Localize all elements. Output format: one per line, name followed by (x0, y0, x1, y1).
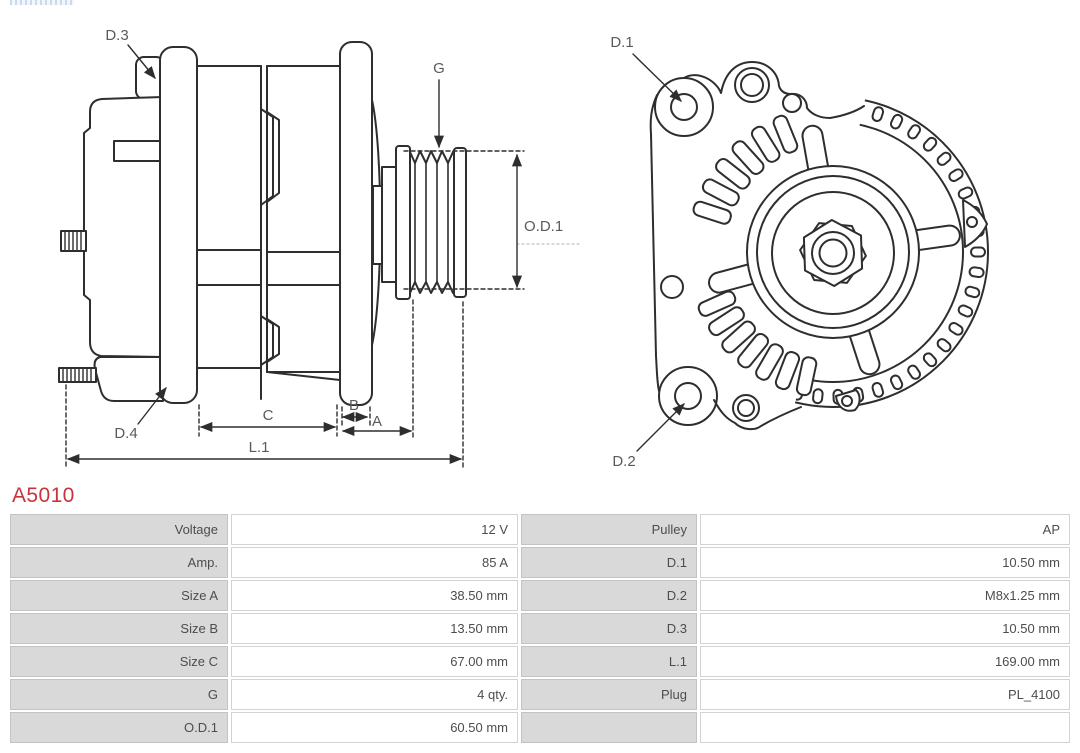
table-row (10, 679, 1070, 710)
front-bracket (160, 47, 197, 403)
table-row (10, 580, 1070, 611)
plate-left-edge (651, 95, 659, 391)
alternator-side-view (59, 27, 582, 467)
pulley-rib-lines (415, 163, 448, 282)
spec-value (700, 712, 1070, 743)
spec-table (10, 514, 1070, 743)
drive-end-bracket (340, 42, 372, 405)
callout-label-d4: D.4 (114, 425, 138, 442)
body-upper-right (267, 66, 340, 252)
spec-label: D.1 (521, 547, 697, 578)
table-row (10, 613, 1070, 644)
spec-label: Pulley (521, 514, 697, 545)
spec-label: G (10, 679, 228, 710)
spec-label: Size A (10, 580, 228, 611)
spec-value: 13.50 mm (231, 613, 518, 644)
spec-label: Plug (521, 679, 697, 710)
dim-label-a: A (371, 413, 383, 430)
pulley-groove-top (410, 151, 453, 163)
spec-label: Voltage (10, 514, 228, 545)
callout-label-g: G (433, 60, 445, 77)
mount-hole-d1 (671, 94, 697, 120)
callout-label-d1: D.1 (610, 34, 634, 51)
spec-value: 169.00 mm (700, 646, 1070, 677)
callout-label-d2: D.2 (612, 453, 636, 470)
spec-label: D.3 (521, 613, 697, 644)
table-row (10, 646, 1070, 677)
body-lower-right (267, 285, 340, 372)
plate-small-hole (661, 276, 683, 298)
callout-label-d3: D.3 (105, 27, 129, 44)
shaft-collar (373, 186, 382, 264)
spec-value: 10.50 mm (700, 547, 1070, 578)
part-number: A5010 (12, 484, 75, 507)
spec-value: PL_4100 (700, 679, 1070, 710)
shaft-end (820, 240, 847, 267)
dim-label-c: C (262, 407, 274, 424)
table-row (10, 547, 1070, 578)
body-lower-left (197, 285, 261, 368)
dim-label-l1: L.1 (248, 439, 270, 456)
spec-value: 67.00 mm (231, 646, 518, 677)
spec-value: M8x1.25 mm (700, 580, 1070, 611)
spec-value: 4 qty. (231, 679, 518, 710)
spec-label: D.2 (521, 580, 697, 611)
spec-label: Amp. (10, 547, 228, 578)
cropped-logo-fragment (10, 0, 74, 5)
top-ring-inner (741, 74, 763, 96)
table-row (10, 514, 1070, 545)
spec-value: 38.50 mm (231, 580, 518, 611)
pulley-right-flange (454, 148, 466, 297)
spec-label (521, 712, 697, 743)
spec-label: L.1 (521, 646, 697, 677)
dim-label-od1: O.D.1 (524, 218, 564, 235)
body-upper-left (195, 66, 261, 250)
alternator-front-view (610, 34, 988, 470)
spec-label: Size B (10, 613, 228, 644)
spec-value: 12 V (231, 514, 518, 545)
spec-value: 60.50 mm (231, 712, 518, 743)
spec-label: O.D.1 (10, 712, 228, 743)
pulley-groove-bottom (410, 282, 453, 293)
spec-value: 10.50 mm (700, 613, 1070, 644)
mount-hole-d2 (675, 383, 701, 409)
pulley-left-flange (396, 146, 410, 299)
spec-value: 85 A (231, 547, 518, 578)
spec-value: AP (700, 514, 1070, 545)
bottom-ring-inner (738, 400, 754, 416)
spec-label: Size C (10, 646, 228, 677)
table-row (10, 712, 1070, 743)
top-small-hole (783, 94, 801, 112)
dim-label-b: B (348, 397, 360, 414)
bottom-right-hole (842, 396, 852, 406)
body-under-edge (267, 372, 340, 380)
bottom-lug (95, 357, 163, 401)
rear-housing (84, 97, 163, 357)
right-tab-hole (967, 217, 977, 227)
